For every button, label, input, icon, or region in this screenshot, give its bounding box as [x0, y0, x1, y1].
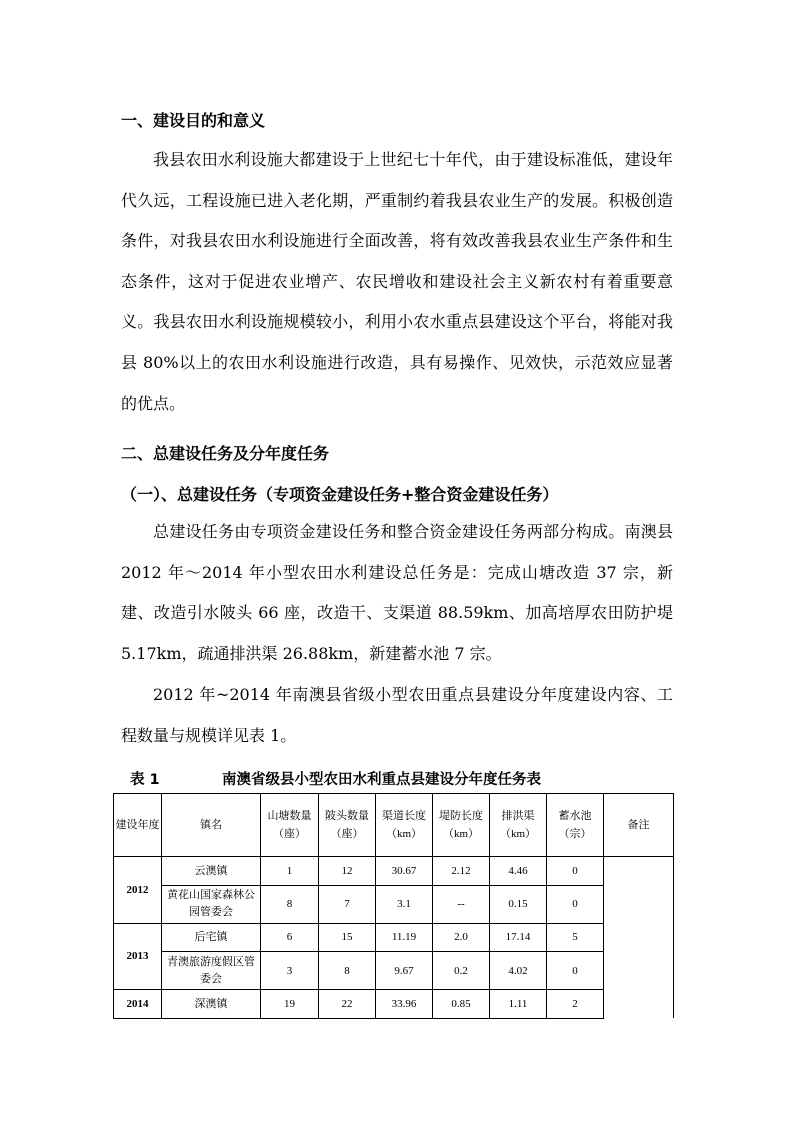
cell-weirs: 7	[319, 885, 376, 923]
cell-pool: 5	[547, 923, 604, 952]
cell-ponds: 8	[261, 885, 319, 923]
cell-ponds: 19	[261, 990, 319, 1019]
cell-dike: 0.2	[433, 952, 490, 990]
table-row	[114, 857, 674, 886]
header-canal: 渠道长度（km）	[376, 794, 433, 857]
cell-town: 青澳旅游度假区管委会	[162, 952, 261, 990]
cell-pool: 2	[547, 990, 604, 1019]
task-table	[113, 793, 674, 1019]
table-row	[114, 952, 674, 990]
cell-weirs: 12	[319, 857, 376, 886]
cell-ponds: 3	[261, 952, 319, 990]
header-remark: 备注	[604, 794, 674, 857]
cell-pool: 0	[547, 952, 604, 990]
header-ponds: 山塘数量（座）	[261, 794, 319, 857]
cell-year: 2014	[114, 990, 162, 1019]
cell-canal: 3.1	[376, 885, 433, 923]
cell-year: 2012	[114, 857, 162, 924]
cell-weirs: 8	[319, 952, 376, 990]
table-header-row	[114, 794, 674, 857]
cell-pool: 0	[547, 885, 604, 923]
table-title: 南澳省级县小型农田水利重点县建设分年度任务表	[222, 772, 541, 788]
cell-drain: 4.02	[490, 952, 547, 990]
header-pool: 蓄水池（宗）	[547, 794, 604, 857]
cell-canal: 9.67	[376, 952, 433, 990]
cell-drain: 17.14	[490, 923, 547, 952]
cell-ponds: 6	[261, 923, 319, 952]
cell-canal: 33.96	[376, 990, 433, 1019]
section-2-paragraph-2: 2012 年~2014 年南澳县省级小型农田重点县建设分年度建设内容、工程数量与规模详见表 1。	[121, 685, 673, 745]
cell-weirs: 15	[319, 923, 376, 952]
cell-drain: 0.15	[490, 885, 547, 923]
header-weirs: 陂头数量（座）	[319, 794, 376, 857]
cell-dike: 2.0	[433, 923, 490, 952]
cell-town: 云澳镇	[162, 857, 261, 886]
cell-drain: 1.11	[490, 990, 547, 1019]
cell-dike: 0.85	[433, 990, 490, 1019]
cell-dike: 2.12	[433, 857, 490, 886]
cell-canal: 11.19	[376, 923, 433, 952]
section-2-subheading: （一）、总建设任务（专项资金建设任务+整合资金建设任务）	[121, 485, 559, 504]
cell-town: 深澳镇	[162, 990, 261, 1019]
section-2-heading: 二、总建设任务及分年度任务	[121, 444, 330, 463]
cell-dike: --	[433, 885, 490, 923]
header-town: 镇名	[162, 794, 261, 857]
cell-pool: 0	[547, 857, 604, 886]
cell-drain: 4.46	[490, 857, 547, 886]
cell-remark	[604, 857, 674, 1019]
cell-ponds: 1	[261, 857, 319, 886]
cell-town: 黄花山国家森林公园管委会	[162, 885, 261, 923]
header-drain: 排洪渠（km）	[490, 794, 547, 857]
section-1-heading: 一、建设目的和意义	[121, 111, 266, 130]
cell-year: 2013	[114, 923, 162, 990]
table-row	[114, 923, 674, 952]
header-dike: 堤防长度（km）	[433, 794, 490, 857]
table-row	[114, 990, 674, 1019]
table-row	[114, 885, 674, 923]
section-1-paragraph: 我县农田水利设施大都建设于上世纪七十年代，由于建设标准低，建设年代久远，工程设施已进入老化期，严重制约着我县农业生产的发展。积极创造条件，对我县农田水利设施进行全面改善，将有效改善我县农业生产条件和生态条件，这对于促进农业增产、农民增收和建设社会主义新农村有着重要意义。我县农田水利设施规模较小，利用小农水重点县建设这个平台，将能对我县 80%以上的农田水利设施进行改造，具有易操作、见效快，示范效应显著的优点。	[121, 150, 673, 413]
header-year: 建设年度	[114, 794, 162, 857]
section-2-paragraph-1: 总建设任务由专项资金建设任务和整合资金建设任务两部分构成。南澳县 2012 年～2014 年小型农田水利建设总任务是：完成山塘改造 37 宗，新建、改造引水陂头 66 座，改造干、支渠道 88.59km、加高培厚农田防护堤 5.17km，疏通排洪渠 26.88km，新建蓄水池 7 宗。	[121, 522, 673, 663]
cell-weirs: 22	[319, 990, 376, 1019]
cell-town: 后宅镇	[162, 923, 261, 952]
cell-canal: 30.67	[376, 857, 433, 886]
table-label: 表 1	[130, 772, 160, 788]
